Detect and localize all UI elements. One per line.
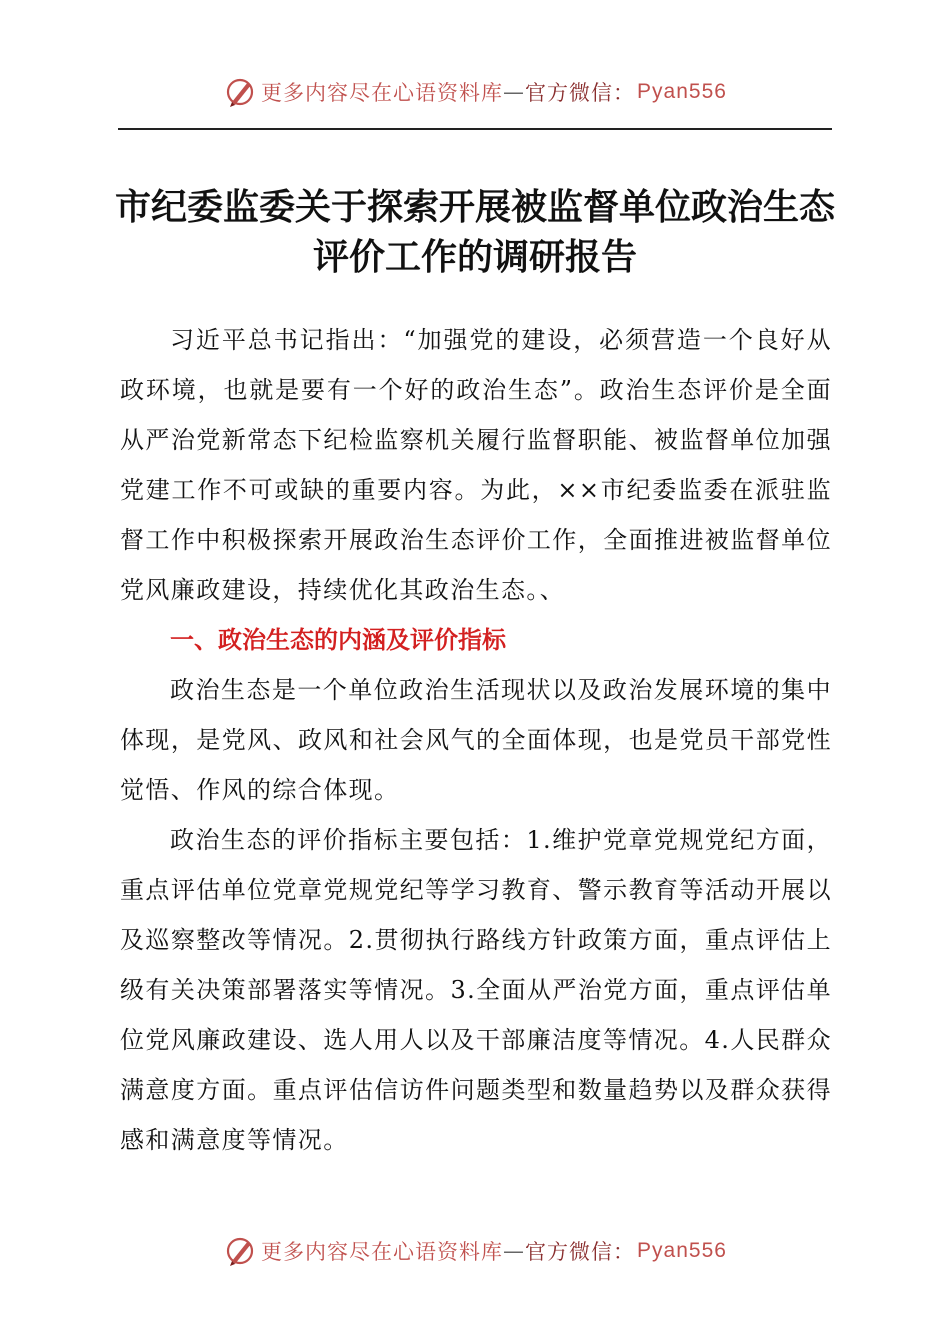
- header-rule: [118, 128, 832, 130]
- header-banner: [0, 75, 950, 109]
- banner-main-text: 更多内容尽在心语资料库: [261, 81, 504, 105]
- title-line-2: 评价工作的调研报告: [312, 236, 637, 278]
- banner-separator: —: [503, 1239, 526, 1263]
- section1-paragraph-2: 政治生态的评价指标主要包括：1.维护党章党规党纪方面，重点评估单位党章党规党纪等学习教育、警示教育等活动开展以及巡察整改等情况。2.贯彻执行路线方针政策方面，重点评估上级有关决策部署落实等情况。3.全面从严治党方面，重点评估单位党风廉政建设、选人用人以及干部廉洁度等情况。4.人民群众满意度方面。重点评估信访件问题类型和数量趋势以及群众获得感和满意度等情况。: [120, 826, 832, 1154]
- pen-logo-icon: [223, 1234, 257, 1268]
- banner-wechat-label: 官方微信：: [525, 81, 636, 105]
- banner-main-text: 更多内容尽在心语资料库: [261, 1240, 504, 1264]
- section1-paragraph-1: 政治生态是一个单位政治生活现状以及政治发展环境的集中体现，是党风、政风和社会风气的全面体现，也是党员干部党性觉悟、作风的综合体现。: [120, 676, 832, 804]
- title-line-1: 市纪委监委关于探索开展被监督单位政治生态: [114, 186, 835, 228]
- footer-banner: [0, 1234, 950, 1268]
- banner-wechat-id: Pyan556: [637, 1239, 727, 1262]
- document-title: [100, 182, 850, 282]
- banner-separator: —: [503, 80, 526, 104]
- section1-heading: 一、政治生态的内涵及评价指标: [170, 626, 506, 654]
- banner-wechat-id: Pyan556: [637, 80, 727, 103]
- banner-wechat-label: 官方微信：: [525, 1240, 636, 1264]
- document-body: [120, 315, 832, 1165]
- pen-logo-icon: [223, 75, 257, 109]
- intro-paragraph: 习近平总书记指出：“加强党的建设，必须营造一个良好从政环境，也就是要有一个好的政治生态”。政治生态评价是全面从严治党新常态下纪检监察机关履行监督职能、被监督单位加强党建工作不可或缺的重要内容。为此，××市纪委监委在派驻监督工作中积极探索开展政治生态评价工作，全面推进被监督单位党风廉政建设，持续优化其政治生态。、: [120, 326, 832, 604]
